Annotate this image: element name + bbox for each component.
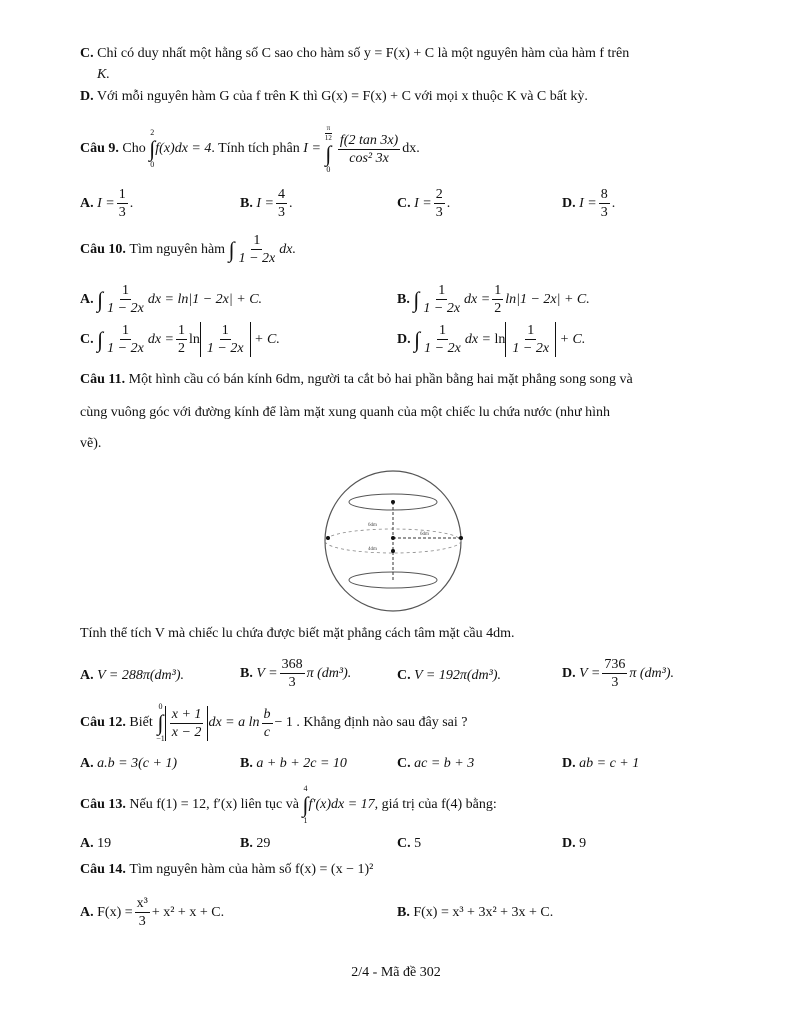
label-top: 6dm: [368, 523, 377, 528]
q12-option-a: A. a.b = 3(c + 1): [80, 756, 178, 771]
sphere-figure: [320, 468, 470, 618]
q11-option-a: A. V = 288π(dm³).: [80, 668, 185, 683]
left-point: [326, 536, 330, 540]
q8-option-c-cont: K.: [97, 67, 110, 82]
center-point: [391, 536, 395, 540]
q10-question: Câu 10. Tìm nguyên hàm ∫ $\frac{1}{1 - 2x}$ dx.: [80, 233, 296, 266]
q11-line-1: Câu 11. Một hình cầu có bán kính 6dm, người ta cắt bỏ hai phần bằng hai mặt phẳng song song và: [80, 372, 633, 387]
q9-integrand: $\frac{f(2 \tan 3x)}{\text{cos² 3x}}$: [339, 132, 399, 166]
q14-option-b: B. F(x) = x³ + 3x² + 3x + C.: [397, 905, 554, 920]
q14-question: Câu 14. Tìm nguyên hàm của hàm số f(x) = (x − 1)²: [80, 862, 374, 877]
q13-question: Câu 13. Nếu f(1) = 12, f′(x) liên tục và 4 ∫ 1 f′(x)dx = 17 , giá trị của f(4) bằng:: [80, 784, 497, 825]
top-point: [391, 500, 395, 504]
q11-line-3: vẽ).: [80, 436, 102, 451]
q13-option-c: C. 5: [397, 836, 422, 851]
q10-option-a: A. ∫ $\frac{1}{1 - 2x}$ dx = ln|1 − 2x| + C.: [80, 283, 263, 316]
q11-option-d: D. V = $\frac{736}{3}$ π (dm³).: [562, 657, 675, 690]
q11-option-b: B. V = $\frac{368}{3}$ π (dm³).: [240, 657, 352, 690]
q9-option-b: B. I = $\frac{4}{3}$ .: [240, 187, 293, 220]
q10-option-c: C. ∫ $\frac{1}{1 - 2x}$ dx = $\frac{1}{2}$ ln $\frac{1}{1 - 2x}$ + C.: [80, 323, 280, 356]
label-mid: 6dm: [420, 532, 429, 537]
q12-option-c: C. ac = b + 3: [397, 756, 475, 771]
q9-option-a: A. I = $\frac{1}{3}$ .: [80, 187, 134, 220]
q9-integral: $\frac{\pi}{12}$ ∫ 0: [324, 123, 332, 174]
edge-point: [459, 536, 463, 540]
q13-option-d: D. 9: [562, 836, 587, 851]
q9-given-integral: 2 ∫ 0: [149, 128, 156, 169]
q12-option-b: B. a + b + 2c = 10: [240, 756, 347, 771]
q13-option-b: B. 29: [240, 836, 271, 851]
page-footer: 2/4 - Mã đề 302: [351, 965, 441, 980]
q11-ask: Tính thể tích V mà chiếc lu chứa được biết mặt phẳng cách tâm mặt cầu 4dm.: [80, 626, 515, 641]
q11-line-2: cùng vuông góc với đường kính để làm mặt xung quanh của một chiếc lu chứa nước (như hình: [80, 405, 611, 420]
q12-option-d: D. ab = c + 1: [562, 756, 640, 771]
q11-option-c: C. V = 192π(dm³).: [397, 668, 502, 683]
q8-option-c: C. Chỉ có duy nhất một hằng số C sao cho hàm số y = F(x) + C là một nguyên hàm của hàm f trên: [80, 46, 630, 61]
q9-option-c: C. I = $\frac{2}{3}$ .: [397, 187, 451, 220]
q10-option-b: B. ∫ $\frac{1}{1 - 2x}$ dx = $\frac{1}{2}$ ln|1 − 2x| + C.: [397, 283, 590, 316]
q9-option-d: D. I = $\frac{8}{3}$ .: [562, 187, 616, 220]
q13-option-a: A. 19: [80, 836, 112, 851]
q8-option-d: D. Với mỗi nguyên hàm G của f trên K thì G(x) = F(x) + C với mọi x thuộc K và C bất kỳ.: [80, 89, 588, 104]
mid-point: [391, 549, 395, 553]
q10-option-d: D. ∫ $\frac{1}{1 - 2x}$ dx = ln $\frac{1}{1 - 2x}$ + C.: [397, 323, 586, 356]
sphere-outline: [325, 471, 461, 611]
q12-question: Câu 12. Biết 0 ∫ −1 $\frac{x + 1}{x - 2}$ dx = a ln $\frac{b}{c}$ − 1 . Khẳng định nào sau đây sai ?: [80, 702, 468, 743]
q9-question: Câu 9. Cho 2 ∫ 0 f(x)dx = 4 . Tính tích phân I = $\frac{\pi}{12}$ ∫ 0 $\frac{f(2 \tan 3x)}{\text{cos² 3x}}$ dx.: [80, 123, 420, 174]
label-low: 4dm: [368, 547, 377, 552]
q14-option-a: A. F(x) = $\frac{\text{x³}}{3}$ + x² + x + C.: [80, 896, 225, 929]
